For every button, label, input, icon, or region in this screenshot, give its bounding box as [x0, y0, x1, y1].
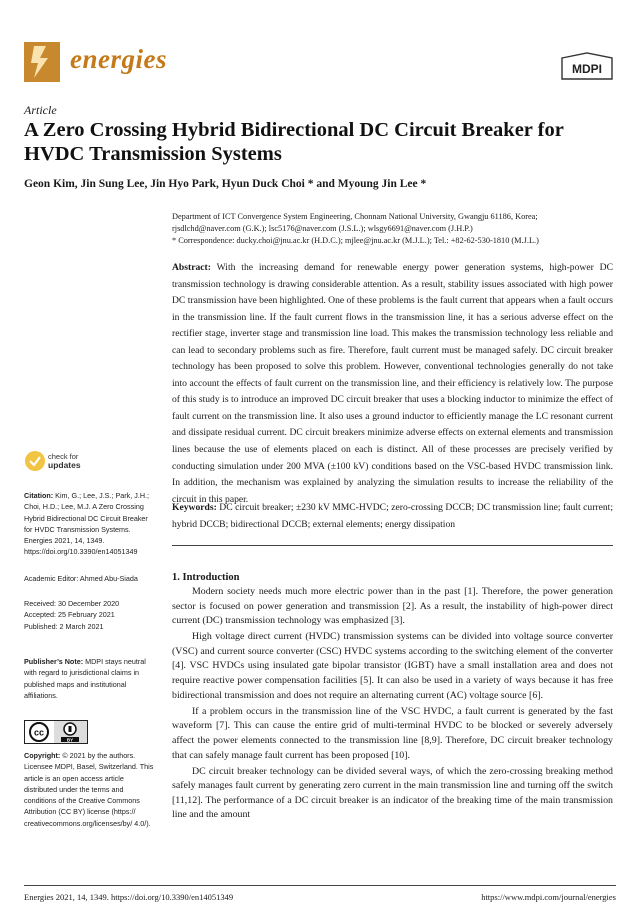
divider	[172, 545, 613, 546]
publisher-note-label: Publisher’s Note:	[24, 657, 84, 666]
check-updates-icon[interactable]	[24, 450, 46, 472]
citation-text[interactable]: Kim, G.; Lee, J.S.; Park, J.H.; Choi, H.D.; Lee, M.J. A Zero Crossing Hybrid Bidirectional DC Circuit Breaker for HVDC Transmission Systems. Energies 2021, 14, 1349. https://doi.org/10.3390/en14051349	[24, 491, 150, 557]
check-updates-line2: updates	[48, 460, 81, 470]
correspondence[interactable]: * Correspondence: ducky.choi@jnu.ac.kr (H.D.C.); mjlee@jnu.ac.kr (M.J.L.); Tel.: +82-62-530-1810 (M.J.L.)	[172, 236, 539, 245]
article-type: Article	[24, 103, 57, 117]
svg-text:cc: cc	[33, 727, 45, 738]
mdpi-logo-icon[interactable]	[560, 52, 614, 80]
mdpi-logo-text: MDPI	[572, 62, 602, 76]
published-date: Published: 2 March 2021	[24, 621, 104, 631]
check-updates-link[interactable]	[48, 453, 81, 469]
author-list: Geon Kim, Jin Sung Lee, Jin Hyo Park, Hyun Duck Choi * and Myoung Jin Lee *	[24, 178, 427, 190]
abstract-text: With the increasing demand for renewable energy power generation systems, high-power DC transmission technology is drawing considerable attention. As a result, stability issues associated with high power DC transmission have been highlighted. One of these problems is the fault current that appears when a fault occurs in the transmission line. If the fault current flows in the transmission line, it has a serious adverse effect on the rectifier stage, inverter stage and transmission line load. This makes the transmission technology less reliable and can lead to secondary problems such as fire. Therefore, fault current must be managed safely. DC circuit breaker technology has been proposed to solve this problem. However, conventional technologies generally do not take into account the effects of fault current on the transmission line, and their efficiency is relatively low. The purpose of this study is to introduce an improved DC circuit breaker that uses a blocking inductor to minimize the effect of fault current on the transmission line. It also uses a ground inductor to efficiently manage the LC resonant current and dissipate residual current. DC circuit breakers minimize adverse effects on external elements and transmission lines because the use of elements placed on each is distinct. All of these processes are precisely verified by conducting simulation under 200 MVA (±100 kV) conditions based on the VSC-based HVDC transmission link. In addition, the mechanism was explained by analyzing the simulation results to increase the reliability of the circuit in this paper.	[172, 262, 613, 505]
footer-divider	[24, 885, 616, 886]
academic-editor: Academic Editor: Ahmed Abu-Siada	[24, 574, 138, 583]
affiliations	[172, 211, 612, 247]
received-date: Received: 30 December 2020	[24, 599, 120, 608]
citation-label: Citation:	[24, 491, 54, 500]
paragraph: DC circuit breaker technology can be divided several ways, of which the zero-crossing breaking method safely manages fault current by generating zero current in the main transmission line and turning off the switch [11,12]. The performance of a DC circuit breaker is an indicator of the breaking time of the main transmission line and the amount	[172, 765, 613, 821]
section-heading: 1. Introduction	[172, 572, 240, 583]
article-title: A Zero Crossing Hybrid Bidirectional DC Circuit Breaker for HVDC Transmission Systems	[24, 119, 564, 165]
keywords-label: Keywords:	[172, 502, 217, 513]
paragraph: If a problem occurs in the transmission line of the VSC HVDC, a fault current is generated by the fast waveform [7]. This can cause the entire grid of multi-terminal HVDC to be blocked or severely adversely affect the power elements connected to the transmission line [8,9]. Therefore, DC circuit breaker technology that can safely manage fault current has been proposed [10].	[172, 705, 613, 761]
accepted-date: Accepted: 25 February 2021	[24, 610, 115, 620]
body-text	[172, 585, 613, 825]
citation-block	[24, 490, 156, 558]
journal-logo-icon	[24, 42, 60, 82]
copyright-block	[24, 750, 156, 829]
svg-text:BY: BY	[66, 737, 74, 743]
footer-citation[interactable]: Energies 2021, 14, 1349. https://doi.org/10.3390/en14051349	[24, 892, 234, 902]
cc-by-license-icon[interactable]	[24, 720, 88, 744]
abstract	[172, 260, 613, 508]
footer-journal-url[interactable]: https://www.mdpi.com/journal/energies	[481, 892, 616, 902]
publisher-note-text: MDPI stays neutral with regard to jurisdictional claims in published maps and institutional affiliations.	[24, 657, 146, 700]
abstract-label: Abstract:	[172, 262, 211, 273]
affiliation-emails[interactable]: rjsdlchd@naver.com (G.K.); lsc5176@naver.com (J.S.L.); wlsgy6691@naver.com (J.H.P.)	[172, 224, 473, 233]
paragraph: High voltage direct current (HVDC) transmission systems can be divided into voltage source converter (VSC) and current source converter (CSC) HVDC systems according to the switching element of the converter [4]. VSC HVDCs using insulated gate bipolar transistor (IGBT) have a small installation area and does not require reactive power compensation facilities [5]. It can also be used in a variety of ways because it has free bidirectional transmission and does not require an alternating current (AC) voltage source [6].	[172, 631, 613, 701]
copyright-text[interactable]: © 2021 by the authors. Licensee MDPI, Basel, Switzerland. This article is an open access article distributed under the terms and conditions of the Creative Commons Attribution (CC BY) license (https:// creativecommons.org/licenses/by/ 4.0/).	[24, 751, 154, 828]
keywords-text: DC circuit breaker; ±230 kV MMC-HVDC; zero-crossing DCCB; DC transmission line; fault current; hybrid DCCB; bidirectional DCCB; external elements; energy dissipation	[172, 502, 613, 530]
dates-block	[24, 598, 156, 632]
check-updates-line1: check for	[48, 452, 79, 461]
journal-name[interactable]: energies	[70, 44, 167, 74]
affiliation-line: Department of ICT Convergence System Engineering, Chonnam National University, Gwangju 61186, Korea;	[172, 212, 538, 221]
publisher-note	[24, 656, 156, 701]
paragraph: Modern society needs much more electric power than in the past [1]. Therefore, the power generation sector is focused on power generation and transmission [2]. As a result, the instability of high-power direct current (DC) transmission technology was emphasized [3].	[172, 586, 613, 627]
keywords	[172, 500, 613, 533]
copyright-label: Copyright:	[24, 751, 61, 760]
